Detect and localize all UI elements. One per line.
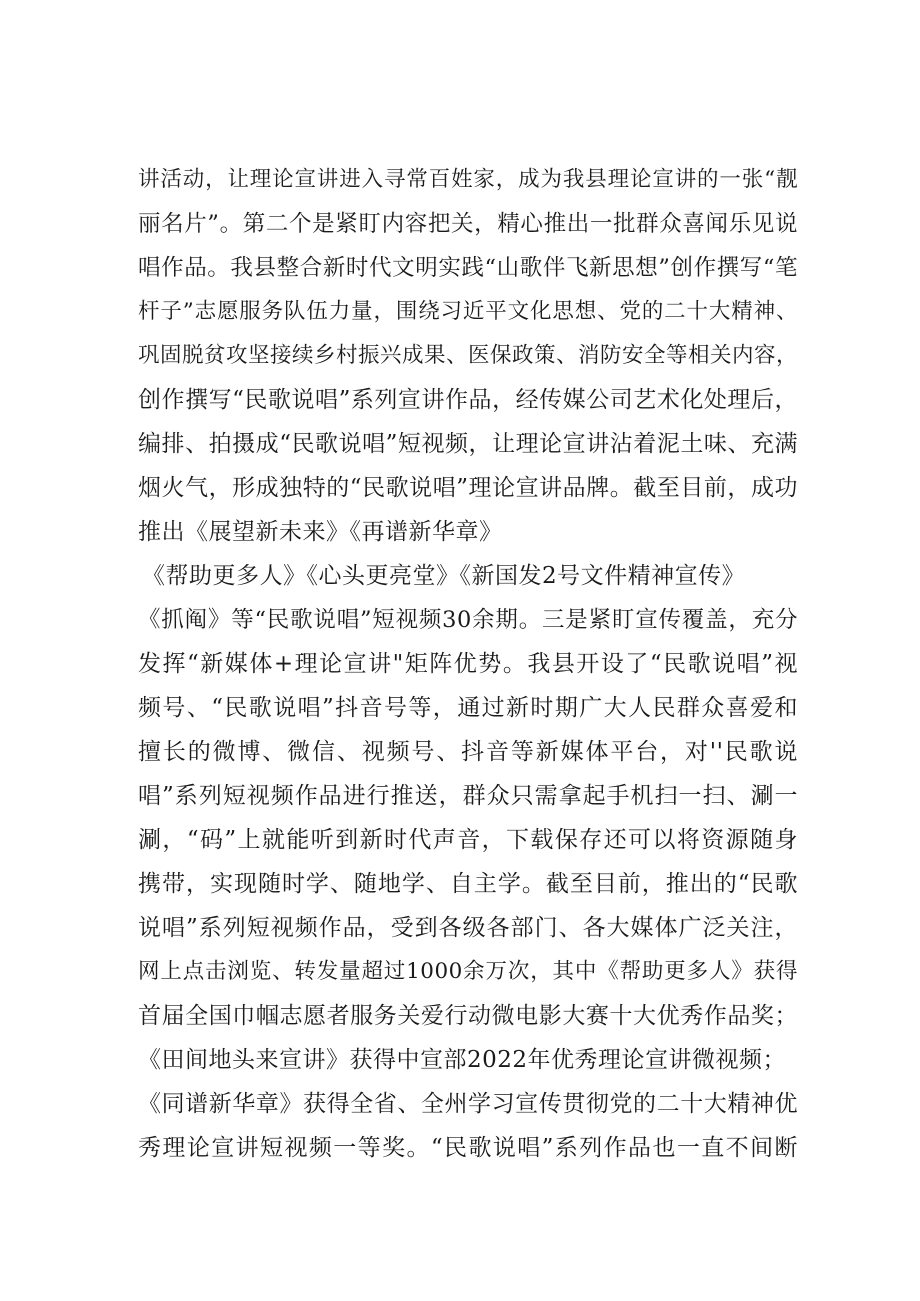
- text-line-4: 杆子”志愿服务队伍力量，围绕习近平文化思想、党的二十大精神、: [138, 299, 798, 324]
- text-line-5: 巩固脱贫攻坚接续乡村振兴成果、医保政策、消防安全等相关内容，: [138, 343, 799, 368]
- text-line-14: 擅长的微博、微信、视频号、抖音等新媒体平台，对''民歌说: [138, 739, 798, 765]
- text-line-11: 《抓阄》等“民歌说唱”短视频30余期。三是紧盯宣传覆盖，充分: [138, 607, 798, 633]
- text-line-1: 讲活动，让理论宣讲进入寻常百姓家，成为我县理论宣讲的一张“靓: [138, 167, 798, 192]
- text-line-9: 推出《展望新未来》《再谱新华章》: [138, 519, 503, 545]
- text-line-6: 创作撰写“民歌说唱”系列宣讲作品，经传媒公司艺术化处理后，: [138, 387, 798, 413]
- text-line-23: 秀理论宣讲短视频一等奖。“民歌说唱”系列作品也一直不间断: [138, 1135, 798, 1161]
- text-line-8: 烟火气，形成独特的“民歌说唱”理论宣讲品牌。截至目前，成功: [138, 475, 798, 501]
- text-line-7: 编排、拍摄成“民歌说唱”短视频，让理论宣讲沾着泥土味、充满: [138, 431, 798, 457]
- text-line-12: 发挥“新媒体+理论宣讲"矩阵优势。我县开设了“民歌说唱”视: [138, 651, 798, 677]
- text-line-22: 《同谱新华章》获得全省、全州学习宣传贯彻党的二十大精神优: [138, 1091, 798, 1117]
- text-line-21: 《田间地头来宣讲》获得中宣部2022年优秀理论宣讲微视频；: [138, 1047, 787, 1073]
- text-line-3: 唱作品。我县整合新时代文明实践“山歌伴飞新思想”创作撰写“笔: [138, 255, 798, 281]
- body-text: [138, 158, 798, 1170]
- text-line-2: 丽名片”。第二个是紧盯内容把关，精心推出一批群众喜闻乐见说: [138, 211, 798, 237]
- text-line-19: 网上点击浏览、转发量超过1000余万次，其中《帮助更多人》获得: [138, 959, 798, 984]
- text-line-15: 唱”系列短视频作品进行推送，群众只需拿起手机扫一扫、涮一: [138, 783, 798, 809]
- text-line-18: 说唱”系列短视频作品，受到各级各部门、各大媒体广泛关注，: [138, 915, 798, 941]
- text-line-16: 涮，“码”上就能听到新时代声音，下载保存还可以将资源随身: [138, 827, 798, 853]
- text-line-13: 频号、“民歌说唱”抖音号等，通过新时期广大人民群众喜爱和: [138, 695, 798, 721]
- text-line-10: 《帮助更多人》《心头更亮堂》《新国发2号文件精神宣传》: [142, 563, 746, 589]
- text-line-17: 携带，实现随时学、随地学、自主学。截至目前，推出的“民歌: [138, 871, 798, 897]
- text-line-20: 首届全国巾帼志愿者服务关爱行动微电影大赛十大优秀作品奖；: [138, 1003, 798, 1029]
